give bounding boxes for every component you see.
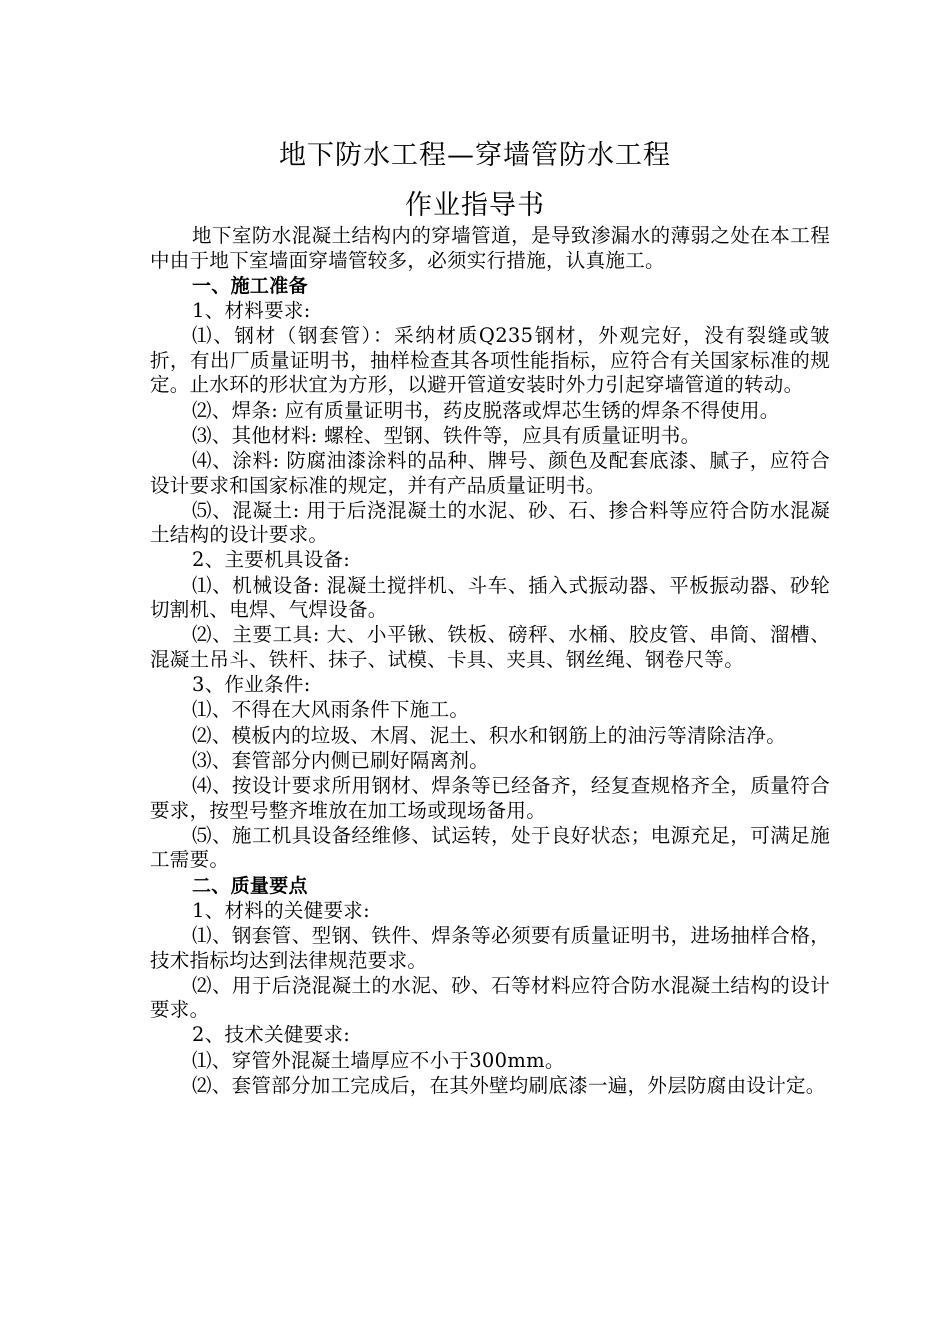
list-item: ⑷、涂料: 防腐油漆涂料的品种、牌号、颜色及配套底漆、腻子，应符合设计要求和国家标准的规定，并有产品质量证明书。 (150, 448, 830, 497)
document-title: 地下防水工程—穿墙管防水工程 (279, 140, 671, 171)
subsection-title-material-requirements: 1、材料的关健要求: (192, 898, 370, 922)
subsection-title-materials: 1、材料要求: (192, 298, 311, 322)
subsection-title-equipment: 2、主要机具设备: (192, 548, 351, 572)
section-heading-quality: 二、质量要点 (192, 874, 308, 897)
list-item: ⑶、套管部分内侧已刷好隔离剂。 (192, 748, 490, 772)
list-item: ⑴、钢套管、型钢、铁件、焊条等必须要有质量证明书，进场抽样合格，技术指标均达到法律规范要求。 (150, 923, 830, 972)
list-item: ⑵、焊条: 应有质量证明书，药皮脱落或焊芯生锈的焊条不得使用。 (192, 398, 780, 422)
intro-paragraph: 地下室防水混凝土结构内的穿墙管道，是导致渗漏水的薄弱之处在本工程中由于地下室墙面穿墙管较多，必须实行措施，认真施工。 (150, 224, 830, 272)
list-item: ⑸、施工机具设备经维修、试运转，处于良好状态；电源充足，可满足施工需要。 (150, 823, 830, 872)
list-item: ⑴、机械设备: 混凝土搅拌机、斗车、插入式振动器、平板振动器、砂轮切割机、电焊、气焊设备。 (150, 573, 830, 622)
list-item: ⑶、其他材料: 螺栓、型钢、铁件等，应具有质量证明书。 (192, 423, 701, 447)
list-item: ⑵、模板内的垃圾、木屑、泥土、积水和钢筋上的油污等清除洁净。 (192, 723, 787, 747)
document-subtitle: 作业指导书 (405, 190, 545, 221)
document-body (150, 224, 830, 1099)
list-item: ⑵、套管部分加工完成后，在其外壁均刷底漆一遍，外层防腐由设计定。 (192, 1073, 826, 1097)
list-item: ⑸、混凝土: 用于后浇混凝土的水泥、砂、石、掺合料等应符合防水混凝土结构的设计要求。 (150, 498, 830, 547)
list-item: ⑷、按设计要求所用钢材、焊条等已经备齐，经复查规格齐全，质量符合要求，按型号整齐堆放在加工场或现场备用。 (150, 773, 830, 822)
list-item: ⑴、钢材（钢套管）：采纳材质Q235钢材，外观完好，没有裂缝或皱折，有出厂质量证明书，抽样检查其各项性能指标，应符合有关国家标准的规定。止水环的形状宜为方形，以避开管道安装时外力引起穿墙管道的转动。 (150, 324, 830, 397)
list-item: ⑵、用于后浇混凝土的水泥、砂、石等材料应符合防水混凝土结构的设计要求。 (150, 973, 830, 1022)
list-item: ⑴、不得在大风雨条件下施工。 (192, 698, 470, 722)
section-heading-preparation: 一、施工准备 (192, 274, 308, 297)
subsection-title-technical-requirements: 2、技术关健要求: (192, 1023, 351, 1047)
subsection-title-conditions: 3、作业条件: (192, 673, 311, 697)
list-item: ⑴、穿管外混凝土墙厚应不小于300mm。 (192, 1048, 565, 1072)
list-item: ⑵、主要工具: 大、小平锹、铁板、磅秤、水桶、胶皮管、串筒、溜槽、混凝土吊斗、铁杆、抹子、试模、卡具、夹具、钢丝绳、钢卷尺等。 (150, 623, 830, 672)
